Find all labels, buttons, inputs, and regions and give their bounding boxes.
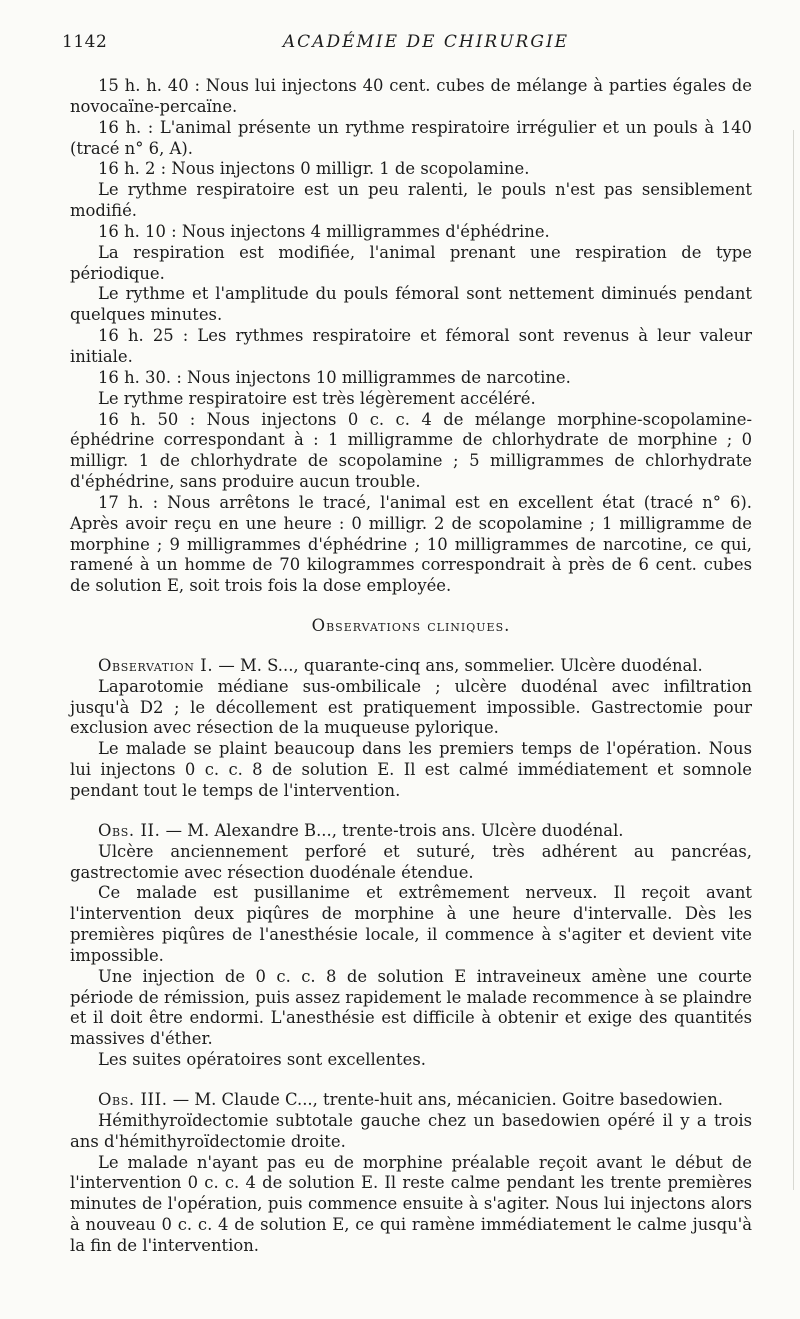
observation-paragraph: Une injection de 0 c. c. 8 de solution E intraveineux amène une courte période de rémission, puis assez rapidement le malade recommence à se plaindre et il doit être endormi. L'anesthésie est difficile à obtenir et exige des quantités massives d'éther. bbox=[70, 966, 752, 1049]
page-header bbox=[62, 32, 760, 56]
observation-label: Obs. II. bbox=[98, 820, 161, 840]
experiment-paragraph: La respiration est modifiée, l'animal prenant une respiration de type périodique. bbox=[70, 242, 752, 283]
observation-heading bbox=[70, 821, 752, 842]
observation-3 bbox=[70, 1090, 752, 1257]
experiment-paragraph: 15 h. h. 40 : Nous lui injectons 40 cent. cubes de mélange à parties égales de novocaïne-percaïne. bbox=[70, 76, 752, 116]
experiment-paragraph: 16 h. : L'animal présente un rythme respiratoire irrégulier et un pouls à 140 (tracé n° 6, A). bbox=[70, 117, 752, 158]
page-body bbox=[70, 76, 752, 1257]
experiment-paragraph: 16 h. 30. : Nous injectons 10 milligrammes de narcotine. bbox=[98, 367, 571, 387]
observation-paragraph: Ulcère anciennement perforé et suturé, très adhérent au pancréas, gastrectomie avec résection duodénale étendue. bbox=[70, 841, 752, 882]
experiment-paragraph: 16 h. 50 : Nous injectons 0 c. c. 4 de mélange morphine-scopolamine-éphédrine correspondant à : 1 milligramme de chlorhydrate de morphine ; 0 milligr. 1 de chlorhydrate de scopolamine ; 5 milligrammes de chlorhydrate d'éphédrine, sans produire aucun trouble. bbox=[70, 409, 752, 492]
observation-label: Obs. III. bbox=[98, 1089, 168, 1109]
observation-1 bbox=[70, 656, 752, 802]
experiment-paragraph: 16 h. 10 : Nous injectons 4 milligrammes d'éphédrine. bbox=[98, 221, 550, 241]
section-title: Observations cliniques. bbox=[311, 616, 511, 636]
observation-paragraph: Les suites opératoires sont excellentes. bbox=[98, 1050, 426, 1070]
page-number: 1142 bbox=[62, 32, 108, 52]
experiment-paragraph: 16 h. 2 : Nous injectons 0 milligr. 1 de scopolamine. bbox=[98, 159, 530, 179]
observation-heading bbox=[70, 656, 752, 677]
experiment-paragraph: 17 h. : Nous arrêtons le tracé, l'animal est en excellent état (tracé n° 6). Après avoir reçu en une heure : 0 milligr. 2 de scopolamine ; 1 milligramme de morphine ; 9 milligrammes d'éphédrine ; 10 milligrammes de narcotine, ce qui, ramené à un homme de 70 kilogrammes correspondrait à près de 6 cent. cubes de solution E, soit trois fois la dose employée. bbox=[70, 492, 752, 596]
experiment-paragraph: 16 h. 25 : Les rythmes respiratoire et fémoral sont revenus à leur valeur initiale. bbox=[70, 326, 752, 366]
observation-heading bbox=[70, 1090, 752, 1111]
observation-paragraph: Laparotomie médiane sus-ombilicale ; ulcère duodénal avec infiltration jusqu'à D2 ; le décollement est pratiquement impossible. Gastrectomie pour exclusion avec résection de la muqueuse pylorique. bbox=[70, 676, 752, 738]
experiment-paragraph: Le rythme respiratoire est un peu ralenti, le pouls n'est pas sensiblement modifié. bbox=[70, 180, 752, 221]
observation-paragraph: Ce malade est pusillanime et extrêmement nerveux. Il reçoit avant l'intervention deux piqûres de morphine à une heure d'intervalle. Dès les premières piqûres de l'anesthésie locale, il commence à s'agiter et devient vite impossible. bbox=[70, 883, 752, 965]
observation-2 bbox=[70, 821, 752, 1071]
observation-intro: — M. Alexandre B..., trente-trois ans. Ulcère duodénal. bbox=[160, 820, 624, 840]
margin-rule bbox=[793, 130, 794, 1190]
observation-paragraph: Le malade se plaint beaucoup dans les premiers temps de l'opération. Nous lui injectons 0 c. c. 8 de solution E. Il est calmé immédiatement et somnole pendant tout le temps de l'intervention. bbox=[70, 739, 752, 800]
observation-paragraph: Le malade n'ayant pas eu de morphine préalable reçoit avant le début de l'intervention 0 c. c. 4 de solution E. Il reste calme pendant les trente premières minutes de l'opération, puis commence ensuite à s'agiter. Nous lui injectons alors à nouveau 0 c. c. 4 de solution E, ce qui ramène immédiatement le calme jusqu'à la fin de l'intervention. bbox=[70, 1152, 752, 1255]
observation-label: Observation I. bbox=[98, 655, 214, 675]
observation-intro: — M. S..., quarante-cinq ans, sommelier. Ulcère duodénal. bbox=[213, 655, 703, 675]
observation-paragraph: Hémithyroïdectomie subtotale gauche chez un basedowien opéré il y a trois ans d'hémithyroïdectomie droite. bbox=[70, 1110, 752, 1151]
experiment-paragraph: Le rythme respiratoire est très légèrement accéléré. bbox=[98, 388, 536, 408]
experiment-protocol bbox=[70, 76, 752, 597]
running-head: ACADÉMIE DE CHIRURGIE bbox=[282, 32, 570, 52]
observation-intro: — M. Claude C..., trente-huit ans, mécanicien. Goitre basedowien. bbox=[167, 1089, 723, 1109]
experiment-paragraph: Le rythme et l'amplitude du pouls fémoral sont nettement diminués pendant quelques minutes. bbox=[70, 284, 752, 325]
